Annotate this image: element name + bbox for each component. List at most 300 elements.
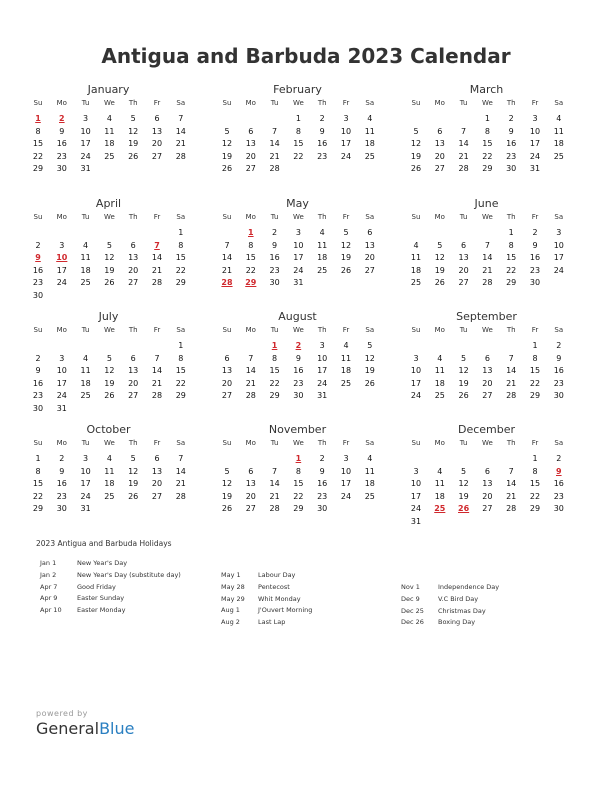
- calendar-day: 30: [56, 504, 67, 514]
- holiday-date: Dec 25: [401, 606, 424, 615]
- calendar-day: 1: [532, 341, 538, 350]
- calendar-day: 31: [317, 391, 328, 401]
- calendar-day: 15: [269, 366, 280, 376]
- holiday-day: 10: [56, 253, 68, 263]
- calendar-day: 3: [556, 228, 562, 237]
- weekday-header: Fr: [531, 213, 539, 221]
- month-name: April: [95, 197, 122, 210]
- calendar-day: 16: [269, 253, 280, 263]
- weekday-header: We: [103, 99, 115, 107]
- calendar-day: 13: [482, 366, 493, 376]
- calendar-day: 19: [128, 139, 139, 149]
- calendar-day: 3: [319, 341, 325, 350]
- calendar-day: 17: [410, 491, 422, 501]
- calendar-day: 23: [317, 491, 328, 501]
- calendar-day: 4: [437, 466, 443, 476]
- calendar-day: 1: [178, 341, 184, 350]
- calendar-day: 6: [130, 353, 136, 363]
- calendar-day: 13: [128, 253, 139, 263]
- weekday-header: Fr: [342, 99, 350, 107]
- calendar-day: 17: [317, 366, 328, 376]
- calendar-day: 19: [221, 491, 233, 501]
- calendar-day: 24: [410, 504, 422, 514]
- weekday-header: Th: [506, 213, 516, 221]
- weekday-header: Mo: [245, 213, 256, 221]
- calendar-day: 27: [128, 278, 139, 288]
- calendar-day: 8: [532, 466, 538, 476]
- calendar-day: 22: [245, 265, 256, 275]
- calendar-day: 7: [248, 353, 254, 363]
- weekday-header: Tu: [459, 213, 468, 221]
- month-name: February: [273, 83, 322, 96]
- weekday-header: Sa: [365, 439, 375, 447]
- calendar-day: 29: [529, 504, 541, 514]
- calendar-day: 14: [245, 366, 256, 376]
- page-title: Antigua and Barbuda 2023 Calendar: [101, 44, 511, 68]
- calendar-day: 21: [482, 265, 493, 275]
- holiday-day: 26: [458, 504, 470, 514]
- calendar-day: 19: [458, 378, 469, 388]
- calendar-day: 15: [175, 366, 186, 376]
- holiday-name: J'Ouvert Morning: [258, 606, 313, 615]
- calendar-day: 23: [32, 278, 44, 288]
- weekday-header: Tu: [459, 439, 468, 447]
- month-name: November: [268, 423, 327, 436]
- calendar-day: 20: [128, 265, 139, 275]
- calendar-day: 10: [340, 126, 352, 136]
- calendar-day: 19: [128, 479, 139, 489]
- holiday-date: Dec 26: [401, 618, 424, 627]
- calendar-day: 24: [553, 265, 564, 275]
- holiday-date: May 1: [221, 571, 241, 579]
- calendar-day: 3: [343, 454, 349, 463]
- calendar-day: 21: [151, 378, 163, 388]
- calendar-day: 29: [32, 504, 44, 514]
- calendar-day: 25: [317, 265, 328, 275]
- calendar-day: 25: [80, 391, 91, 401]
- calendar-day: 15: [529, 479, 541, 489]
- calendar-day: 27: [221, 391, 233, 401]
- calendar-day: 6: [484, 466, 490, 476]
- calendar-day: 8: [508, 240, 514, 250]
- calendar-day: 22: [175, 378, 186, 388]
- calendar-day: 31: [293, 278, 304, 288]
- calendar-day: 10: [293, 240, 304, 250]
- holiday-name: Easter Sunday: [77, 594, 125, 603]
- holiday-name: Easter Monday: [77, 606, 126, 615]
- generalblue-logo[interactable]: [36, 719, 134, 738]
- month-name: March: [469, 83, 504, 96]
- calendar-day: 27: [128, 391, 139, 401]
- calendar-day: 20: [364, 253, 375, 263]
- weekday-header: Sa: [176, 326, 186, 334]
- calendar-day: 11: [364, 126, 375, 136]
- calendar-day: 24: [56, 278, 67, 288]
- calendar-day: 20: [128, 378, 139, 388]
- calendar-day: 15: [482, 139, 493, 149]
- calendar-day: 5: [413, 126, 419, 136]
- weekday-header: Tu: [459, 326, 468, 334]
- calendar-day: 4: [367, 114, 373, 123]
- calendar-day: 18: [104, 139, 115, 149]
- calendar-day: 28: [506, 391, 517, 401]
- calendar-day: 5: [130, 454, 136, 463]
- calendar-day: 4: [319, 228, 325, 237]
- weekday-header: Th: [506, 99, 516, 107]
- calendar-day: 8: [532, 353, 538, 363]
- calendar-day: 9: [508, 126, 514, 136]
- calendar-day: 9: [35, 366, 41, 376]
- holiday-day: 1: [271, 341, 278, 350]
- calendar-day: 22: [269, 378, 280, 388]
- calendar-day: 18: [434, 491, 445, 501]
- weekday-header: Th: [128, 326, 138, 334]
- calendar-day: 27: [151, 491, 163, 501]
- calendar-day: 27: [151, 151, 163, 161]
- month-name: October: [86, 423, 131, 436]
- calendar-day: 2: [319, 454, 325, 463]
- calendar-day: 14: [458, 139, 469, 149]
- calendar-day: 3: [59, 240, 65, 250]
- calendar-day: 15: [32, 139, 44, 149]
- calendar-day: 30: [56, 164, 67, 174]
- weekday-header: Su: [33, 439, 43, 447]
- calendar-day: 18: [364, 479, 375, 489]
- calendar-day: 22: [529, 491, 541, 501]
- calendar-day: 4: [106, 454, 112, 463]
- calendar-day: 22: [506, 265, 517, 275]
- calendar-day: 11: [80, 253, 91, 263]
- calendar-day: 22: [293, 491, 304, 501]
- calendar-day: 28: [175, 151, 186, 161]
- weekday-header: Su: [222, 99, 232, 107]
- calendar-day: 21: [221, 265, 233, 275]
- calendar-day: 14: [175, 466, 186, 476]
- calendar-day: 7: [178, 454, 184, 463]
- month-name: August: [278, 310, 317, 323]
- calendar-day: 15: [293, 479, 304, 489]
- calendar-day: 7: [272, 466, 278, 476]
- calendar-day: 18: [317, 253, 328, 263]
- calendar-day: 25: [104, 151, 115, 161]
- calendar-day: 16: [32, 265, 44, 275]
- calendar-day: 14: [506, 479, 517, 489]
- calendar-day: 24: [56, 391, 67, 401]
- weekday-header: We: [292, 213, 304, 221]
- calendar-day: 4: [106, 114, 112, 123]
- calendar-day: 2: [35, 353, 41, 363]
- calendar-day: 12: [364, 353, 375, 363]
- calendar-day: 20: [434, 151, 445, 161]
- calendar-day: 15: [529, 366, 541, 376]
- calendar-day: 14: [221, 253, 233, 263]
- calendar-day: 26: [128, 491, 139, 501]
- weekday-header: Su: [411, 326, 421, 334]
- calendar-day: 12: [221, 139, 233, 149]
- calendar-day: 5: [437, 240, 443, 250]
- calendar-day: 14: [269, 139, 280, 149]
- calendar-day: 6: [130, 240, 136, 250]
- weekday-header: Fr: [153, 326, 161, 334]
- calendar-day: 2: [35, 240, 41, 250]
- calendar-day: 19: [434, 265, 445, 275]
- holiday-day: 9: [556, 466, 562, 476]
- calendar-day: 13: [151, 466, 163, 476]
- calendar-day: 27: [482, 504, 493, 514]
- weekday-header: We: [481, 326, 493, 334]
- calendar-day: 13: [434, 139, 445, 149]
- calendar-day: 23: [529, 265, 541, 275]
- calendar-day: 12: [458, 366, 469, 376]
- calendar-day: 10: [410, 479, 422, 489]
- calendar-day: 20: [458, 265, 469, 275]
- calendar-day: 7: [272, 126, 278, 136]
- calendar-day: 3: [83, 114, 89, 123]
- weekday-header: Su: [33, 99, 43, 107]
- calendar-day: 7: [484, 240, 490, 250]
- calendar-day: 22: [293, 151, 304, 161]
- holiday-day: 2: [59, 114, 65, 123]
- calendar-day: 6: [484, 353, 490, 363]
- calendar-day: 17: [340, 139, 352, 149]
- weekday-header: Th: [317, 326, 327, 334]
- calendar-day: 25: [340, 378, 352, 388]
- holiday-name: Last Lap: [258, 618, 286, 627]
- calendar-day: 14: [151, 366, 163, 376]
- calendar-day: 5: [343, 228, 349, 237]
- calendar-day: 19: [221, 151, 233, 161]
- calendar-day: 27: [245, 504, 256, 514]
- holiday-date: Apr 7: [40, 582, 58, 591]
- calendar-day: 3: [532, 114, 538, 123]
- holiday-day: 1: [295, 454, 302, 463]
- weekday-header: Mo: [56, 99, 67, 107]
- calendar-day: 26: [128, 151, 139, 161]
- weekday-header: We: [481, 213, 493, 221]
- calendar-day: 10: [317, 353, 328, 363]
- calendar-day: 26: [104, 391, 115, 401]
- calendar-day: 18: [434, 378, 445, 388]
- calendar-day: 9: [295, 353, 301, 363]
- calendar-day: 18: [364, 139, 375, 149]
- calendar-day: 31: [529, 164, 541, 174]
- holiday-day: 28: [221, 278, 233, 288]
- calendar-day: 11: [553, 126, 564, 136]
- month-name: September: [456, 310, 517, 323]
- weekday-header: We: [481, 99, 493, 107]
- calendar-day: 18: [80, 378, 91, 388]
- holidays-title: 2023 Antigua and Barbuda Holidays: [36, 539, 172, 548]
- calendar-day: 29: [32, 164, 44, 174]
- weekday-header: Fr: [153, 439, 161, 447]
- weekday-header: We: [103, 326, 115, 334]
- calendar-day: 30: [506, 164, 517, 174]
- holiday-day: 29: [245, 278, 257, 288]
- calendar-day: 21: [269, 151, 280, 161]
- calendar-day: 27: [434, 164, 445, 174]
- calendar-day: 19: [340, 253, 352, 263]
- calendar-day: 7: [178, 114, 184, 123]
- calendar-day: 3: [413, 353, 419, 363]
- calendar-day: 20: [221, 378, 233, 388]
- month-name: December: [457, 423, 516, 436]
- calendar-day: 11: [104, 466, 115, 476]
- calendar-day: 9: [319, 466, 325, 476]
- weekday-header: Sa: [365, 213, 375, 221]
- calendar-day: 29: [506, 278, 517, 288]
- weekday-header: Su: [33, 326, 43, 334]
- holiday-date: Aug 1: [221, 606, 240, 615]
- calendar-day: 17: [410, 378, 422, 388]
- calendar-day: 8: [35, 466, 41, 476]
- calendar-day: 4: [556, 114, 562, 123]
- calendar-day: 13: [364, 240, 375, 250]
- calendar-day: 26: [221, 164, 233, 174]
- weekday-header: Su: [33, 213, 43, 221]
- calendar-day: 26: [458, 391, 469, 401]
- calendar-day: 18: [104, 479, 115, 489]
- calendar-day: 25: [104, 491, 115, 501]
- calendar-day: 22: [175, 265, 186, 275]
- calendar-day: 9: [319, 126, 325, 136]
- calendar-day: 16: [553, 366, 564, 376]
- calendar-day: 29: [175, 278, 186, 288]
- holiday-date: Nov 1: [401, 583, 420, 591]
- calendar-day: 15: [175, 253, 186, 263]
- calendar-day: 28: [245, 391, 256, 401]
- calendar-day: 8: [178, 240, 184, 250]
- calendar-day: 29: [269, 391, 280, 401]
- calendar-day: 6: [224, 353, 230, 363]
- calendar-day: 1: [178, 228, 184, 237]
- calendar-day: 15: [32, 479, 44, 489]
- calendar-day: 11: [317, 240, 328, 250]
- calendar-day: 6: [154, 454, 160, 463]
- calendar-day: 25: [364, 491, 375, 501]
- calendar-day: 17: [529, 139, 541, 149]
- holiday-name: Independence Day: [438, 583, 500, 591]
- calendar-day: 12: [128, 126, 139, 136]
- calendar-day: 31: [56, 404, 67, 413]
- calendar-day: 12: [128, 466, 139, 476]
- calendar-day: 2: [556, 454, 562, 463]
- calendar-day: 10: [529, 126, 541, 136]
- calendar-day: 30: [32, 291, 44, 300]
- calendar-day: 13: [151, 126, 163, 136]
- powered-by-text: powered by: [36, 709, 88, 718]
- weekday-header: Sa: [365, 99, 375, 107]
- calendar-day: 8: [295, 126, 301, 136]
- calendar-day: 2: [59, 454, 65, 463]
- holiday-name: V.C Bird Day: [438, 594, 479, 603]
- calendar-day: 23: [269, 265, 280, 275]
- holiday-date: Dec 9: [401, 594, 420, 603]
- calendar-day: 17: [553, 253, 564, 263]
- holiday-date: Apr 9: [40, 594, 58, 603]
- weekday-header: Su: [222, 213, 232, 221]
- calendar-day: 23: [317, 151, 328, 161]
- calendar-day: 27: [364, 265, 375, 275]
- weekday-header: Tu: [81, 99, 90, 107]
- calendar-day: 21: [175, 139, 186, 149]
- calendar-day: 23: [293, 378, 304, 388]
- calendar-day: 16: [553, 479, 564, 489]
- weekday-header: Th: [128, 439, 138, 447]
- calendar-day: 31: [80, 164, 91, 174]
- calendar-day: 27: [245, 164, 256, 174]
- calendar-day: 15: [293, 139, 304, 149]
- calendar-day: 7: [508, 353, 514, 363]
- weekday-header: We: [103, 439, 115, 447]
- calendar-day: 4: [437, 353, 443, 363]
- calendar-day: 19: [458, 491, 469, 501]
- month-name: January: [87, 83, 130, 96]
- calendar-day: 16: [317, 479, 328, 489]
- weekday-header: Sa: [176, 439, 186, 447]
- calendar-day: 5: [106, 353, 112, 363]
- calendar-day: 5: [224, 126, 230, 136]
- holiday-day: 1: [35, 114, 41, 123]
- calendar-day: 30: [293, 391, 304, 401]
- calendar-day: 8: [248, 240, 254, 250]
- weekday-header: Mo: [434, 326, 445, 334]
- weekday-header: Mo: [56, 326, 67, 334]
- calendar-day: 10: [56, 366, 67, 376]
- calendar-day: 16: [529, 253, 541, 263]
- calendar-day: 16: [32, 378, 44, 388]
- calendar-day: 23: [553, 491, 564, 501]
- calendar-day: 22: [32, 491, 44, 501]
- calendar-day: 10: [410, 366, 422, 376]
- weekday-header: Tu: [459, 99, 468, 107]
- calendar-day: 13: [458, 253, 469, 263]
- calendar-day: 14: [506, 366, 517, 376]
- calendar-day: 20: [482, 491, 493, 501]
- weekday-header: Th: [317, 439, 327, 447]
- calendar-day: 17: [80, 139, 91, 149]
- calendar-day: 2: [556, 341, 562, 350]
- calendar-day: 28: [151, 278, 163, 288]
- calendar-day: 10: [553, 240, 564, 250]
- calendar-day: 27: [482, 391, 493, 401]
- weekday-header: Th: [506, 439, 516, 447]
- calendar-day: 24: [80, 491, 91, 501]
- calendar-day: 12: [340, 240, 352, 250]
- holiday-name: New Year's Day (substitute day): [77, 570, 181, 579]
- holiday-name: Labour Day: [258, 571, 296, 579]
- weekday-header: Th: [317, 213, 327, 221]
- calendar-day: 17: [56, 265, 67, 275]
- calendar-day: 25: [80, 278, 91, 288]
- calendar-day: 12: [221, 479, 233, 489]
- calendar-day: 8: [484, 126, 490, 136]
- weekday-header: We: [292, 326, 304, 334]
- calendar-day: 4: [83, 353, 89, 363]
- calendar-day: 3: [83, 454, 89, 463]
- calendar-day: 4: [367, 454, 373, 463]
- calendar-day: 1: [35, 454, 41, 463]
- holiday-name: Good Friday: [77, 582, 116, 591]
- weekday-header: We: [292, 99, 304, 107]
- calendar-day: 2: [272, 228, 278, 237]
- calendar-day: 18: [340, 366, 352, 376]
- holiday-day: 9: [35, 253, 41, 263]
- calendar-day: 12: [410, 139, 422, 149]
- calendar-day: 6: [154, 114, 160, 123]
- calendar-day: 7: [224, 240, 230, 250]
- calendar-day: 12: [104, 366, 115, 376]
- calendar-day: 14: [151, 253, 163, 263]
